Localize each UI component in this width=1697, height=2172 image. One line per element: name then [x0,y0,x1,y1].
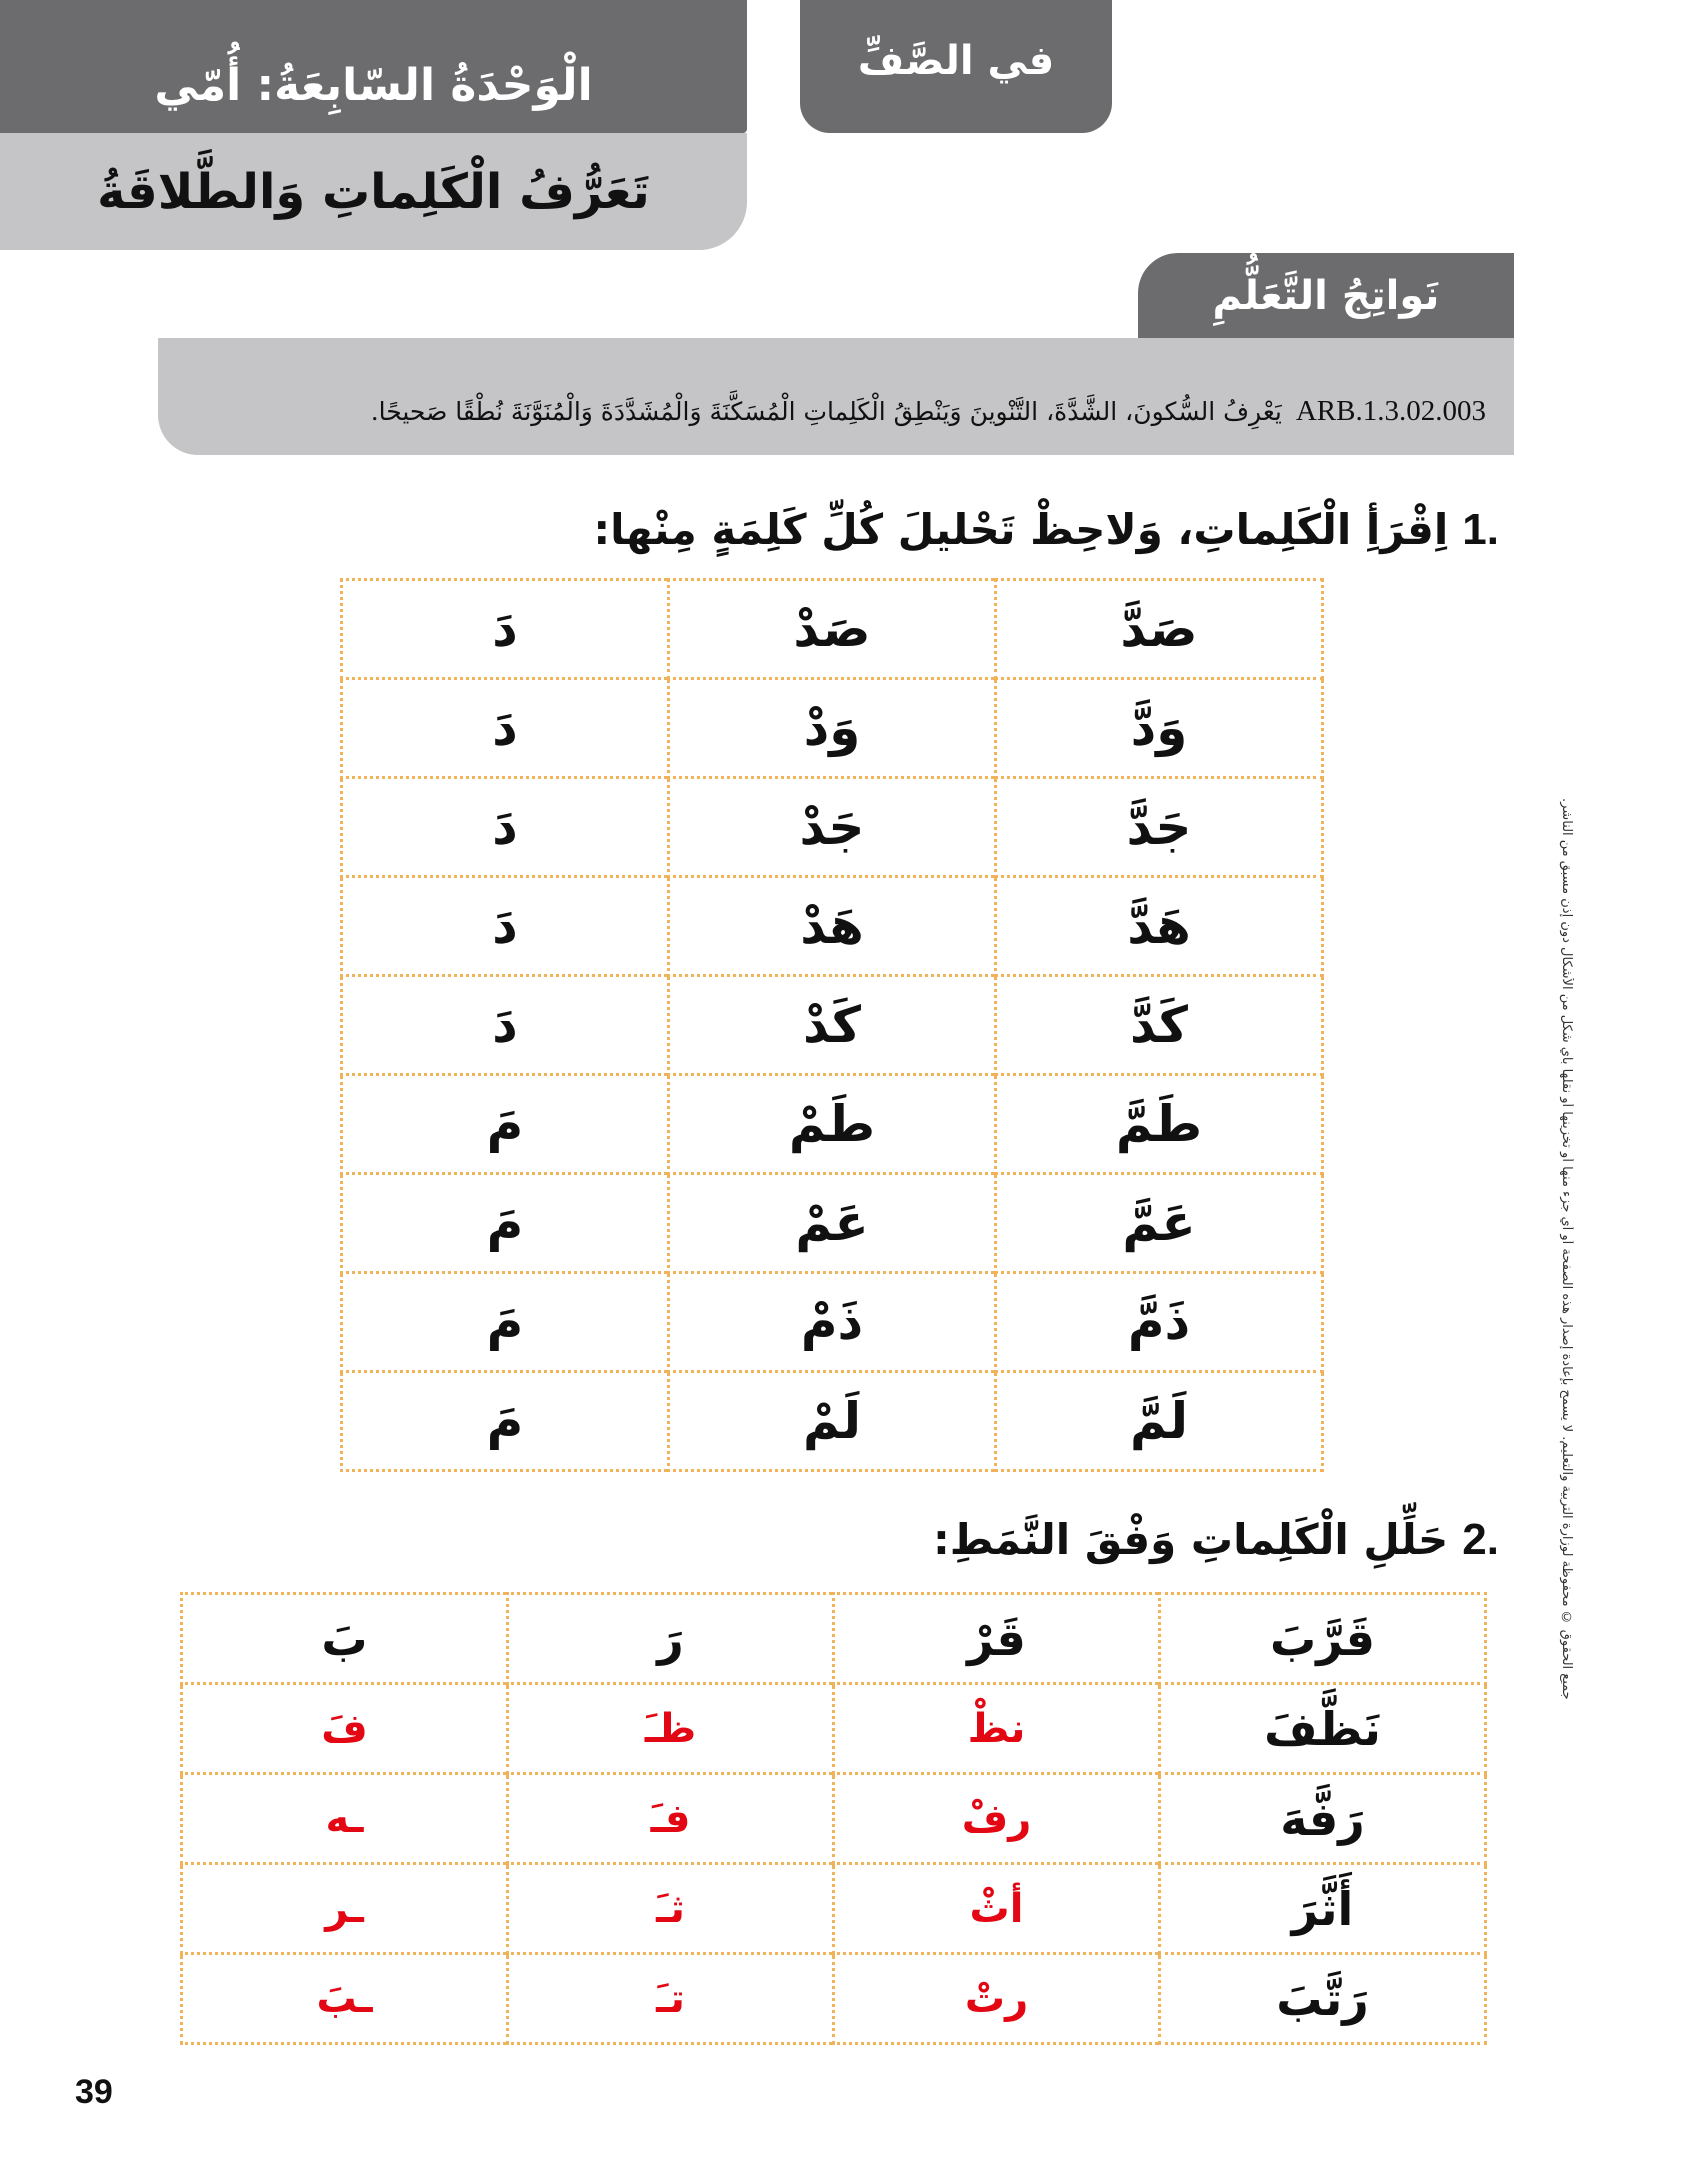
syllable-cell: ذَمْ [669,1273,996,1372]
syllable-cell: لَمْ [669,1372,996,1471]
syllable-cell: جَدْ [669,778,996,877]
table1-row [342,976,1323,1075]
syllable-cell: عَمْ [669,1174,996,1273]
letter-cell: مَ [342,1174,669,1273]
table2-row [182,1774,1486,1864]
answer-cell: ـبَ [182,1954,508,2044]
letter-cell: مَ [342,1075,669,1174]
outcomes-title: نَواتِجُ التَّعَلُّمِ [1212,272,1440,319]
word-cell: كَدَّ [996,976,1323,1075]
table2-row [182,1954,1486,2044]
syllable-cell: طَمْ [669,1075,996,1174]
outcomes-box [158,338,1514,455]
table1-row [342,1372,1323,1471]
outcome-line [371,395,1486,428]
table1-row [342,679,1323,778]
word-cell: عَمَّ [996,1174,1323,1273]
answer-cell: فَ [182,1684,508,1774]
letter-cell: مَ [342,1372,669,1471]
answer-cell: رتْ [834,1954,1160,2044]
answer-cell: أثْ [834,1864,1160,1954]
word-cell: أَثَّرَ [1160,1864,1486,1954]
section2-instruction: حَلِّلِ الْكَلِماتِ وَفْقَ النَّمَطِ: [932,1515,1449,1564]
syllable-cell: هَدْ [669,877,996,976]
topic-title: تَعَرُّفُ الْكَلِماتِ وَالطَّلاقَةُ [97,163,650,220]
section1-instruction: اِقْرَأِ الْكَلِماتِ، وَلاحِظْ تَحْليلَ كُلِّ كَلِمَةٍ مِنْها: [593,505,1449,554]
letter-cell: دَ [342,976,669,1075]
answer-cell: نظْ [834,1684,1160,1774]
example-part-cell: رَ [508,1594,834,1684]
letter-cell: دَ [342,580,669,679]
letter-cell: مَ [342,1273,669,1372]
topic-title-bar [0,133,747,250]
page-number: 39 [75,2073,113,2111]
outcomes-tab [1138,253,1514,338]
answer-cell: فـَ [508,1774,834,1864]
unit-title: الْوَحْدَةُ السّابِعَةُ: أُمّي [154,60,593,111]
outcome-text: يَعْرِفُ السُّكونَ، الشَّدَّةَ، التَّنْوينَ وَيَنْطِقُ الْكَلِماتِ الْمُسَكَّنَةَ وَالْمُشَدَّدَةَ وَالْمُنَوَّنَةَ نُطْقًا صَحيحًا. [370,397,1282,426]
table1-row [342,1075,1323,1174]
word-cell: جَدَّ [996,778,1323,877]
syllable-cell: صَدْ [669,580,996,679]
letter-cell: دَ [342,778,669,877]
letter-cell: دَ [342,877,669,976]
section2-number: 2. [1462,1515,1499,1564]
syllable-cell: وَدْ [669,679,996,778]
table1-row [342,1174,1323,1273]
table2-example-row [182,1594,1486,1684]
word-cell: لَمَّ [996,1372,1323,1471]
syllable-cell: كَدْ [669,976,996,1075]
example-part-cell: قَرْ [834,1594,1160,1684]
answer-cell: ثـَ [508,1864,834,1954]
answer-cell: ظـَ [508,1684,834,1774]
answer-cell: ـر [182,1864,508,1954]
section1-heading [593,505,1499,555]
word-cell: صَدَّ [996,580,1323,679]
copyright-side-text: جميع الحقوق © محفوظة لوزارة التربية والتعليم. لا يسمح بإعادة إصدار هذه الصفحة أو أي جزء منها أو تخزينها أو نقلها بأي شكل من الأشكال دون إذن مسبق من الناشر. [1559,798,1574,1700]
table1-row [342,778,1323,877]
word-cell: وَدَّ [996,679,1323,778]
table1-row [342,580,1323,679]
answer-cell: ـه [182,1774,508,1864]
class-tab-label: في الصَّفِّ [857,37,1055,84]
word-cell: رَتَّبَ [1160,1954,1486,2044]
table1-row [342,877,1323,976]
answer-cell: تـَ [508,1954,834,2044]
table2-row [182,1684,1486,1774]
table2-row [182,1864,1486,1954]
word-cell: هَدَّ [996,877,1323,976]
table1 [340,578,1324,1472]
unit-title-bar [0,0,747,133]
table1-row [342,1273,1323,1372]
class-tab [800,0,1112,133]
example-word-cell: قَرَّبَ [1160,1594,1486,1684]
section1-number: 1. [1462,505,1499,554]
example-part-cell: بَ [182,1594,508,1684]
outcome-code: ARB.1.3.02.003 [1295,395,1486,427]
word-cell: ذَمَّ [996,1273,1323,1372]
word-cell: طَمَّ [996,1075,1323,1174]
word-cell: رَفَّهَ [1160,1774,1486,1864]
word-cell: نَظَّفَ [1160,1684,1486,1774]
answer-cell: رفْ [834,1774,1160,1864]
table2 [180,1592,1487,2045]
section2-heading [933,1515,1499,1565]
letter-cell: دَ [342,679,669,778]
